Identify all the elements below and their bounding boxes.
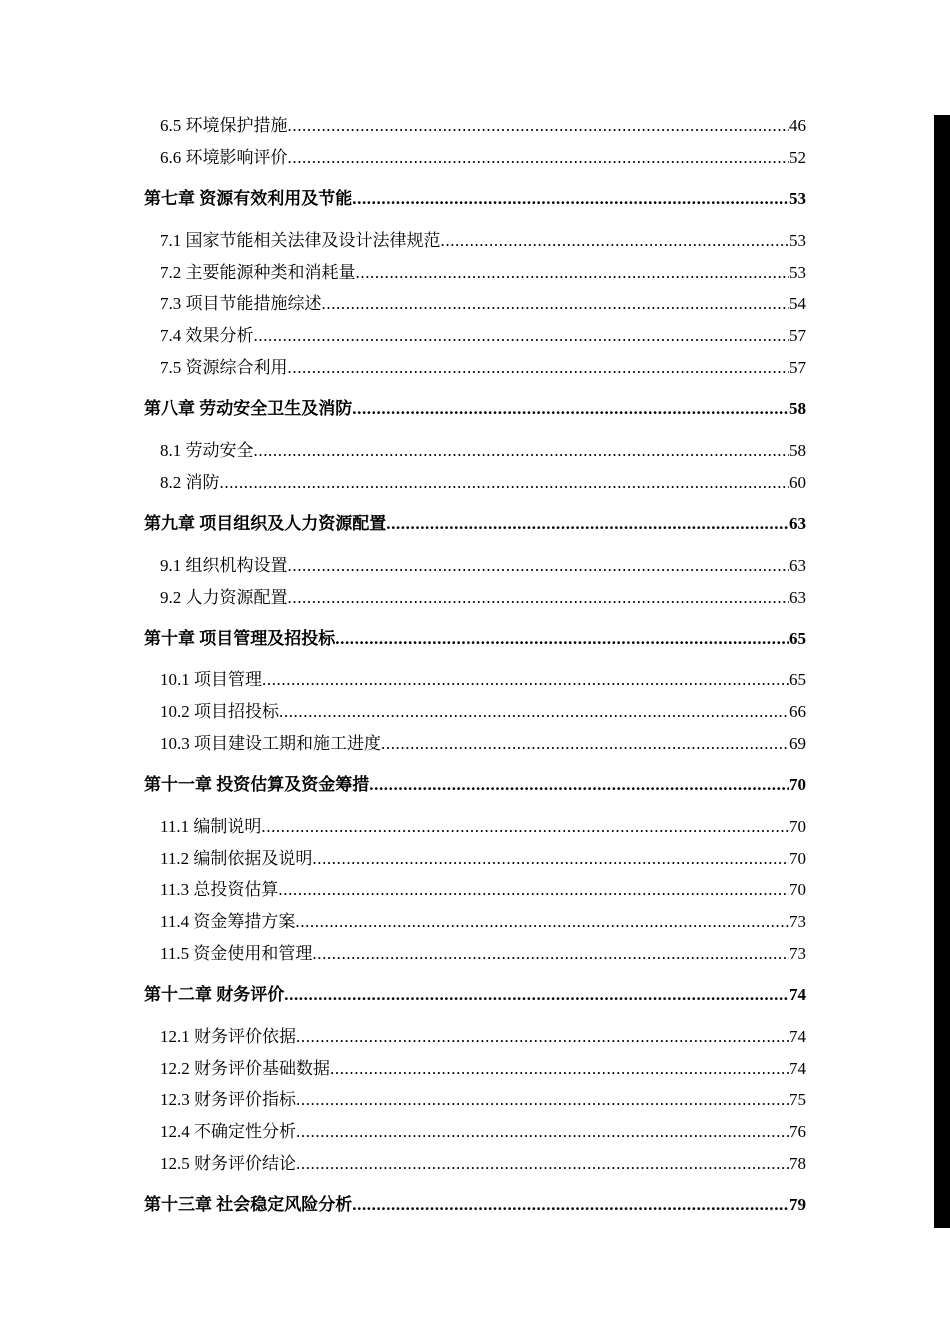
dot-leader — [296, 1088, 789, 1112]
toc-entry-page: 70 — [789, 880, 806, 899]
toc-entry-page: 63 — [789, 556, 806, 575]
dot-leader — [386, 512, 789, 536]
toc-entry-page: 74 — [789, 985, 806, 1004]
dot-leader — [356, 261, 790, 285]
toc-entry-title: 11.5 资金使用和管理 — [160, 944, 313, 963]
toc-entry[interactable] — [160, 1120, 806, 1144]
toc-entry-title: 9.1 组织机构设置 — [160, 556, 288, 575]
dot-leader — [312, 942, 789, 966]
toc-chapter-entry[interactable] — [144, 627, 806, 651]
toc-chapter-entry[interactable] — [144, 512, 806, 536]
toc-entry-page: 57 — [789, 358, 806, 377]
toc-entry-title: 7.5 资源综合利用 — [160, 358, 288, 377]
toc-entry-page: 53 — [789, 263, 806, 282]
dot-leader — [441, 229, 790, 253]
dot-leader — [288, 554, 790, 578]
toc-entry-title: 12.2 财务评价基础数据 — [160, 1059, 330, 1078]
dot-leader — [330, 1057, 789, 1081]
toc-entry[interactable] — [160, 1057, 806, 1081]
toc-entry[interactable] — [160, 910, 806, 934]
toc-chapter-title: 第七章 资源有效利用及节能 — [144, 189, 353, 208]
toc-entry[interactable] — [160, 668, 806, 692]
toc-chapter-title: 第十三章 社会稳定风险分析 — [144, 1195, 353, 1214]
toc-entry-page: 63 — [789, 514, 806, 533]
toc-chapter-entry[interactable] — [144, 773, 806, 797]
toc-entry[interactable] — [160, 229, 806, 253]
dot-leader — [296, 1120, 789, 1144]
toc-entry-page: 53 — [789, 231, 806, 250]
toc-chapter-title: 第九章 项目组织及人力资源配置 — [144, 514, 387, 533]
dot-leader — [352, 397, 789, 421]
toc-chapter-title: 第十一章 投资估算及资金筹措 — [144, 775, 370, 794]
toc-entry-page: 73 — [789, 944, 806, 963]
toc-entry-title: 6.6 环境影响评价 — [160, 148, 288, 167]
dot-leader — [254, 439, 790, 463]
toc-entry-title: 9.2 人力资源配置 — [160, 588, 288, 607]
toc-entry-page: 65 — [789, 670, 806, 689]
toc-entry[interactable] — [160, 554, 806, 578]
dot-leader — [288, 146, 790, 170]
dot-leader — [296, 1152, 789, 1176]
toc-entry-page: 76 — [789, 1122, 806, 1141]
toc-entry[interactable] — [160, 942, 806, 966]
toc-entry-title: 7.3 项目节能措施综述 — [160, 294, 322, 313]
dot-leader — [220, 471, 790, 495]
dot-leader — [352, 1193, 789, 1217]
dot-leader — [288, 114, 790, 138]
toc-entry[interactable] — [160, 114, 806, 138]
toc-chapter-entry[interactable] — [144, 983, 806, 1007]
toc-entry-title: 11.4 资金筹措方案 — [160, 912, 296, 931]
toc-entry-title: 12.3 财务评价指标 — [160, 1090, 296, 1109]
toc-entry[interactable] — [160, 261, 806, 285]
toc-entry-title: 11.2 编制依据及说明 — [160, 849, 313, 868]
toc-entry-page: 63 — [789, 588, 806, 607]
toc-entry-page: 78 — [789, 1154, 806, 1173]
toc-entry-title: 10.1 项目管理 — [160, 670, 262, 689]
toc-entry-page: 79 — [789, 1195, 806, 1214]
toc-entry-page: 70 — [789, 817, 806, 836]
toc-chapter-entry[interactable] — [144, 397, 806, 421]
toc-entry-title: 7.2 主要能源种类和消耗量 — [160, 263, 356, 282]
dot-leader — [352, 187, 789, 211]
toc-entry-page: 52 — [789, 148, 806, 167]
toc-chapter-entry[interactable] — [144, 187, 806, 211]
toc-entry-title: 12.1 财务评价依据 — [160, 1027, 296, 1046]
toc-chapter-entry[interactable] — [144, 1193, 806, 1217]
toc-entry-title: 12.4 不确定性分析 — [160, 1122, 296, 1141]
toc-entry[interactable] — [160, 847, 806, 871]
dot-leader — [261, 815, 789, 839]
toc-entry-page: 69 — [789, 734, 806, 753]
toc-entry[interactable] — [160, 292, 806, 316]
toc-entry[interactable] — [160, 471, 806, 495]
toc-entry[interactable] — [160, 324, 806, 348]
toc-entry-page: 66 — [789, 702, 806, 721]
toc-entry-page: 74 — [789, 1027, 806, 1046]
toc-entry-page: 58 — [789, 441, 806, 460]
toc-entry[interactable] — [160, 878, 806, 902]
toc-entry-page: 70 — [789, 775, 806, 794]
toc-entry-title: 7.1 国家节能相关法律及设计法律规范 — [160, 231, 441, 250]
dot-leader — [296, 1025, 789, 1049]
dot-leader — [279, 700, 789, 724]
dot-leader — [322, 292, 790, 316]
toc-entry[interactable] — [160, 1152, 806, 1176]
dot-leader — [262, 668, 789, 692]
toc-entry-title: 7.4 效果分析 — [160, 326, 254, 345]
toc-entry-title: 11.1 编制说明 — [160, 817, 262, 836]
toc-entry-page: 60 — [789, 473, 806, 492]
dot-leader — [278, 878, 789, 902]
dot-leader — [284, 983, 789, 1007]
toc-entry[interactable] — [160, 146, 806, 170]
dot-leader — [369, 773, 789, 797]
page-edge-bar — [934, 115, 950, 1228]
toc-entry-title: 6.5 环境保护措施 — [160, 116, 288, 135]
toc-entry-page: 70 — [789, 849, 806, 868]
toc-entry-title: 12.5 财务评价结论 — [160, 1154, 296, 1173]
dot-leader — [335, 627, 789, 651]
toc-chapter-title: 第八章 劳动安全卫生及消防 — [144, 399, 353, 418]
toc-entry-page: 73 — [789, 912, 806, 931]
toc-entry[interactable] — [160, 356, 806, 380]
dot-leader — [381, 732, 789, 756]
dot-leader — [254, 324, 790, 348]
toc-entry-page: 65 — [789, 629, 806, 648]
toc-entry-page: 53 — [789, 189, 806, 208]
toc-entry-title: 8.1 劳动安全 — [160, 441, 254, 460]
toc-entry[interactable] — [160, 700, 806, 724]
toc-entry-title: 8.2 消防 — [160, 473, 220, 492]
toc-chapter-title: 第十章 项目管理及招投标 — [144, 629, 336, 648]
toc-entry-page: 74 — [789, 1059, 806, 1078]
toc-entry-title: 10.2 项目招投标 — [160, 702, 279, 721]
dot-leader — [312, 847, 789, 871]
toc-entry-page: 58 — [789, 399, 806, 418]
toc-chapter-title: 第十二章 财务评价 — [144, 985, 285, 1004]
dot-leader — [288, 586, 790, 610]
toc-entry[interactable] — [160, 586, 806, 610]
toc-entry-page: 46 — [789, 116, 806, 135]
toc-entry-page: 57 — [789, 326, 806, 345]
toc-entry-title: 11.3 总投资估算 — [160, 880, 279, 899]
toc-entry[interactable] — [160, 732, 806, 756]
toc-entry[interactable] — [160, 815, 806, 839]
toc-entry[interactable] — [160, 1025, 806, 1049]
toc-entry[interactable] — [160, 1088, 806, 1112]
toc-entry-page: 54 — [789, 294, 806, 313]
dot-leader — [295, 910, 789, 934]
toc-entry[interactable] — [160, 439, 806, 463]
toc-entry-title: 10.3 项目建设工期和施工进度 — [160, 734, 381, 753]
toc-entry-page: 75 — [789, 1090, 806, 1109]
dot-leader — [288, 356, 790, 380]
